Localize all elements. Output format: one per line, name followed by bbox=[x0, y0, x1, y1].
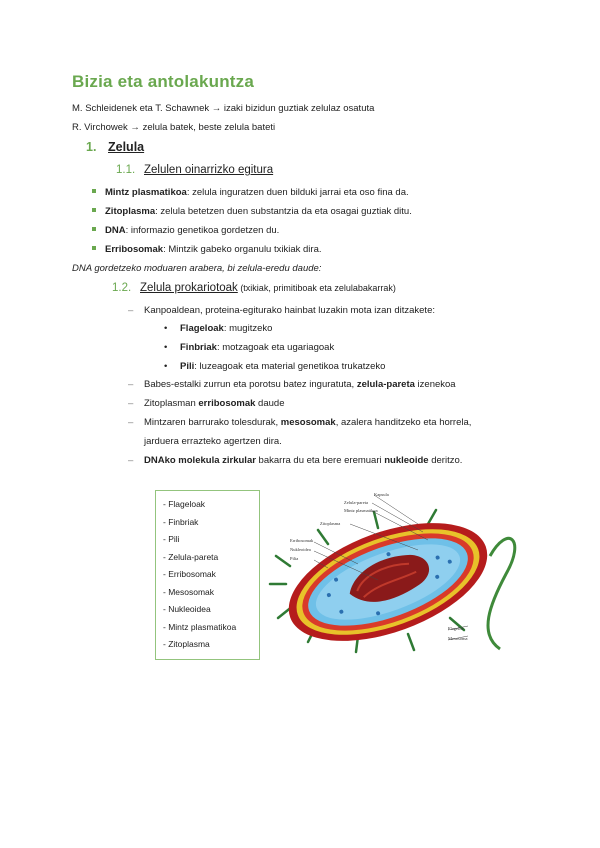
list-item: – Kanpoaldean, proteina-egiturako hainbat luzakin mota izan ditzakete: bbox=[128, 305, 435, 316]
list-item: • Pili: luzeagoak eta material genetikoa trukatzeko bbox=[164, 361, 386, 372]
list-item: Erribosomak: Mintzik gabeko organulu txikiak dira. bbox=[92, 244, 322, 256]
legend-item: - Nukleoidea bbox=[163, 604, 211, 614]
diagram-label: Erribosomak bbox=[290, 538, 314, 543]
list-item: Mintz plasmatikoa: zelula inguratzen duen bilduki jarrai eta oso fina da. bbox=[92, 187, 409, 199]
section-1-2-subtitle: (txikiak, primitiboak eta zelulabakarrak) bbox=[237, 283, 396, 293]
legend-item: - Mesosomak bbox=[163, 587, 215, 597]
diagram-legend-box bbox=[155, 490, 260, 660]
list-item-continuation: jarduera errazteko agertzen dira. bbox=[144, 436, 282, 447]
dot-bullet-icon: • bbox=[164, 323, 168, 334]
list-item: • Flageloak: mugitzeko bbox=[164, 323, 273, 334]
section-1-2-number: 1.2. bbox=[112, 282, 132, 294]
section-1-1-title: Zelulen oinarrizko egitura bbox=[144, 164, 274, 176]
legend-item: - Flageloak bbox=[163, 499, 206, 509]
page-title: Bizia eta antolakuntza bbox=[72, 72, 254, 91]
legend-item: - Zitoplasma bbox=[163, 639, 210, 649]
section-1-number: 1. bbox=[86, 140, 97, 154]
legend-item: - Pili bbox=[163, 534, 180, 544]
bullet-square-icon bbox=[92, 246, 96, 250]
bullet-square-icon bbox=[92, 208, 96, 212]
list-item: – Babes-estalki zurrun eta porotsu batez inguratuta, zelula-pareta izenekoa bbox=[128, 379, 456, 390]
legend-item: - Finbriak bbox=[163, 517, 199, 527]
section-1-2-title: Zelula prokariotoak bbox=[140, 282, 238, 294]
dash-bullet-icon: – bbox=[128, 379, 134, 390]
bullet-square-icon bbox=[92, 189, 96, 193]
prokaryotic-cell-diagram bbox=[268, 484, 523, 654]
diagram-label: Zelula-pareta bbox=[344, 500, 368, 505]
section-1-1-heading bbox=[116, 164, 273, 176]
bullet-square-icon bbox=[92, 227, 96, 231]
diagram-label: Flageloa bbox=[448, 626, 464, 631]
legend-item: - Mintz plasmatikoa bbox=[163, 622, 237, 632]
intro-line-1: M. Schleidenek eta T. Schawnek → izaki bizidun guztiak zelulaz osatuta bbox=[72, 103, 375, 114]
list-item: Zitoplasma: zelula betetzen duen substantzia da eta osagai guztiak ditu. bbox=[92, 206, 412, 218]
section-1-2-heading bbox=[112, 282, 396, 294]
section-1-title: Zelula bbox=[108, 140, 145, 154]
flagellum-shape bbox=[488, 538, 515, 649]
list-item: DNA: informazio genetikoa gordetzen du. bbox=[92, 225, 279, 237]
dot-bullet-icon: • bbox=[164, 361, 168, 372]
list-item: • Finbriak: motzagoak eta ugariagoak bbox=[164, 342, 335, 353]
diagram-label: Pilia bbox=[290, 556, 299, 561]
legend-item: - Zelula-pareta bbox=[163, 552, 219, 562]
diagram-label: Zitoplasma bbox=[320, 521, 341, 526]
diagram-label: Kapsula bbox=[374, 492, 389, 497]
diagram-label: Mesosoma bbox=[448, 636, 468, 641]
diagram-label: Nukleoidea bbox=[290, 547, 311, 552]
intro-line-2: R. Virchowek → zelula batek, beste zelula bateti bbox=[72, 122, 276, 133]
dna-note: DNA gordetzeko moduaren arabera, bi zelula-eredu daude: bbox=[72, 263, 322, 274]
legend-item: - Erribosomak bbox=[163, 569, 216, 579]
section-1-heading bbox=[86, 140, 144, 154]
diagram-label: Mintz plasmatikoa bbox=[344, 508, 378, 513]
list-item: – Mintzaren barrurako tolesdurak, mesosomak, azalera handitzeko eta horrela, bbox=[128, 417, 472, 428]
dash-bullet-icon: – bbox=[128, 305, 134, 316]
dot-bullet-icon: • bbox=[164, 342, 168, 353]
dash-bullet-icon: – bbox=[128, 398, 134, 409]
list-item: – DNAko molekula zirkular bakarra du eta bere eremuari nukleoide deritzo. bbox=[128, 455, 463, 466]
dash-bullet-icon: – bbox=[128, 417, 134, 428]
list-item: – Zitoplasman erribosomak daude bbox=[128, 398, 285, 409]
dash-bullet-icon: – bbox=[128, 455, 134, 466]
section-1-1-number: 1.1. bbox=[116, 164, 136, 176]
